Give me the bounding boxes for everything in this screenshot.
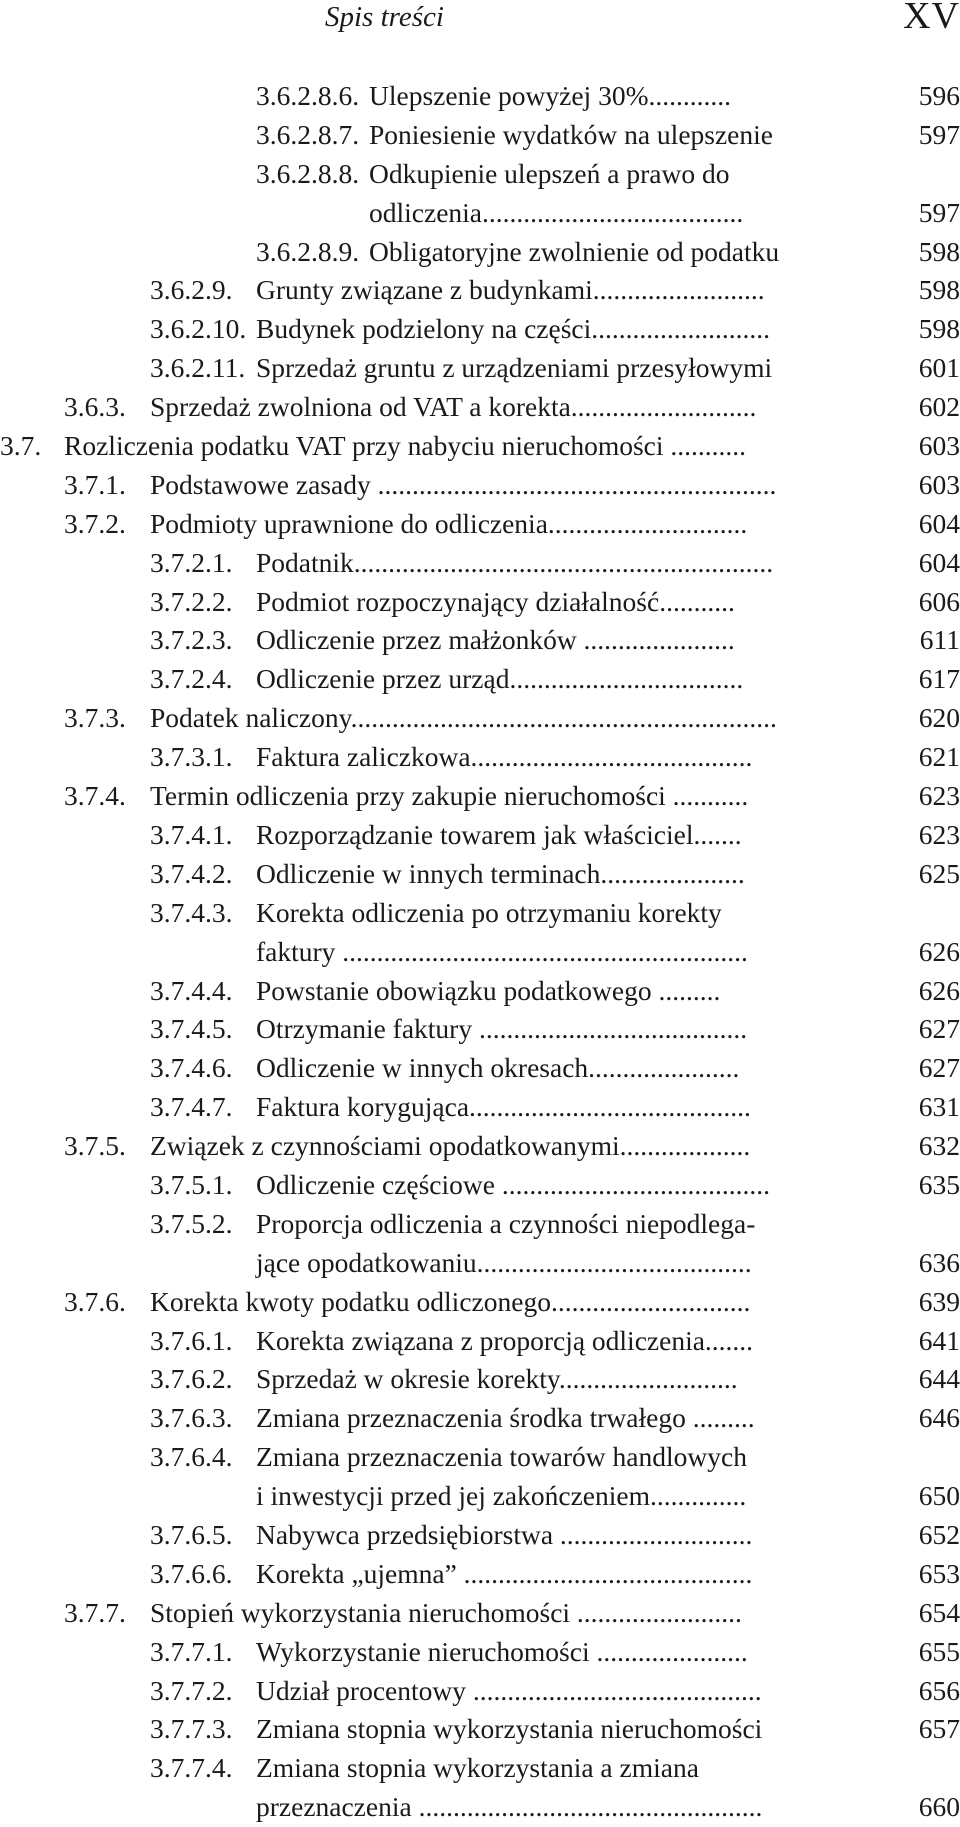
page-ref: 653 [918, 1557, 960, 1589]
section-number: 3.7.4.5. [150, 1013, 233, 1045]
section-number: 3.7.4.1. [150, 818, 233, 850]
section-title: Faktura zaliczkowa......................................... [256, 741, 753, 773]
toc-entry[interactable] [0, 1127, 960, 1166]
page-ref: 626 [918, 974, 960, 1006]
section-title-line: przeznaczenia .................................................. [256, 1791, 763, 1823]
section-title: Nabywca przedsiębiorstwa ............................ [256, 1519, 753, 1551]
section-title: Korekta kwoty podatku odliczonego............................. [150, 1285, 751, 1317]
toc-entry[interactable] [0, 1399, 960, 1438]
toc-entry[interactable] [0, 271, 960, 310]
section-title: Związek z czynnościami opodatkowanymi................... [150, 1130, 751, 1162]
section-number: 3.7.3.1. [150, 741, 233, 773]
toc-entry[interactable] [0, 1088, 960, 1127]
section-title: Sprzedaż w okresie korekty.......................... [256, 1363, 738, 1395]
section-number: 3.7.2.1. [150, 546, 233, 578]
roman-page-number: XV [903, 0, 960, 37]
page-ref: 656 [918, 1674, 960, 1706]
toc-entry[interactable] [0, 77, 960, 116]
section-number: 3.6.2.11. [150, 352, 246, 384]
section-title: Poniesienie wydatków na ulepszenie [369, 118, 773, 150]
section-number: 3.6.2.8.6. [256, 80, 360, 111]
section-title: Odliczenie częściowe ....................................... [256, 1168, 770, 1200]
section-title: Grunty związane z budynkami......................... [256, 274, 765, 306]
toc-entry[interactable] [0, 1516, 960, 1555]
toc-entry[interactable] [0, 621, 960, 660]
section-title: Obligatoryjne zwolnienie od podatku [369, 235, 780, 267]
section-number: 3.7.4.3. [150, 896, 233, 928]
toc-entry[interactable] [0, 777, 960, 816]
toc-entry[interactable] [0, 1555, 960, 1594]
section-title: Podmioty uprawnione do odliczenia............................. [150, 507, 748, 539]
page-ref: 601 [918, 352, 960, 384]
page-ref: 611 [919, 624, 960, 656]
page-ref: 650 [918, 1480, 960, 1512]
page-ref: 623 [918, 780, 960, 812]
toc-entry[interactable] [0, 1710, 960, 1749]
section-title: Sprzedaż zwolniona od VAT a korekta........................... [150, 391, 757, 423]
page-ref: 620 [918, 702, 960, 734]
section-title: Podstawowe zasady .......................................................... [150, 468, 777, 500]
section-number: 3.7.7.3. [150, 1713, 233, 1745]
section-title: Korekta związana z proporcją odliczenia....... [256, 1324, 754, 1356]
page-ref: 597 [918, 118, 960, 150]
section-title [256, 1749, 762, 1827]
section-title-line: faktury ........................................................... [256, 935, 748, 967]
section-number: 3.7.6. [64, 1285, 126, 1317]
section-number: 3.7.5.1. [150, 1168, 233, 1200]
section-title: Powstanie obowiązku podatkowego ......... [256, 974, 721, 1006]
page-ref: 625 [918, 857, 960, 889]
section-number: 3.7.2.3. [150, 624, 233, 656]
section-number: 3.7.7.4. [150, 1752, 233, 1784]
section-number: 3.7.3. [64, 702, 126, 734]
section-number: 3.7.4.2. [150, 857, 233, 889]
section-number: 3.7.2. [64, 507, 126, 539]
page-ref: 655 [918, 1635, 960, 1667]
section-title-line: Zmiana przeznaczenia towarów handlowych [256, 1441, 747, 1473]
section-title-line: i inwestycji przed jej zakończeniem.............. [256, 1480, 747, 1512]
toc-entry[interactable] [0, 310, 960, 349]
page-ref: 598 [918, 274, 960, 306]
page-ref: 604 [918, 546, 960, 578]
section-number: 3.7.4. [64, 780, 126, 812]
section-title: Ulepszenie powyżej 30%............ [369, 80, 731, 111]
toc-entry[interactable] [0, 466, 960, 505]
section-title-line: Korekta odliczenia po otrzymaniu korekty [256, 896, 722, 928]
section-title: Zmiana stopnia wykorzystania nieruchomości [256, 1713, 763, 1745]
section-number: 3.7.6.6. [150, 1557, 233, 1589]
section-title: Otrzymanie faktury ....................................... [256, 1013, 748, 1045]
section-title: Udział procentowy .......................................... [256, 1674, 762, 1706]
section-title: Stopień wykorzystania nieruchomości ........................ [150, 1596, 742, 1628]
page-ref: 598 [918, 235, 960, 267]
section-title: Termin odliczenia przy zakupie nieruchomości ........... [150, 780, 749, 812]
section-number: 3.7.7.2. [150, 1674, 233, 1706]
toc-entry[interactable] [0, 116, 960, 155]
section-title-line: Odkupienie ulepszeń a prawo do [369, 157, 730, 189]
toc-entry[interactable] [0, 349, 960, 388]
section-title [256, 894, 748, 972]
section-title-line: Proporcja odliczenia a czynności niepodlega- [256, 1207, 756, 1239]
page-ref: 657 [918, 1713, 960, 1745]
page-ref: 654 [918, 1596, 960, 1628]
toc-entry[interactable] [0, 233, 960, 272]
section-title-line: Zmiana stopnia wykorzystania a zmiana [256, 1752, 699, 1784]
toc-entry[interactable] [0, 427, 960, 466]
section-number: 3.6.2.9. [150, 274, 233, 306]
toc-entry[interactable] [0, 1594, 960, 1633]
toc-entry[interactable] [0, 855, 960, 894]
section-title: Wykorzystanie nieruchomości ...................... [256, 1635, 748, 1667]
section-title: Korekta „ujemna” .......................................... [256, 1557, 753, 1589]
section-title: Zmiana przeznaczenia środka trwałego ......... [256, 1402, 755, 1434]
page-ref: 596 [918, 80, 960, 111]
section-title: Rozliczenia podatku VAT przy nabyciu nieruchomości ........... [64, 430, 747, 462]
page-ref: 626 [918, 935, 960, 967]
section-number: 3.7.7.1. [150, 1635, 233, 1667]
page-ref: 632 [918, 1130, 960, 1162]
section-title: Odliczenie w innych okresach...................... [256, 1052, 740, 1084]
section-number: 3.7. [0, 430, 42, 462]
toc-entry[interactable] [0, 699, 960, 738]
section-number: 3.7.7. [64, 1596, 126, 1628]
page-ref: 627 [918, 1013, 960, 1045]
toc-entry[interactable] [0, 505, 960, 544]
toc-entry[interactable] [0, 1283, 960, 1322]
page-ref: 660 [918, 1791, 960, 1823]
toc-entry[interactable] [0, 1438, 960, 1516]
section-number: 3.7.2.4. [150, 663, 233, 695]
section-title [256, 1438, 747, 1516]
toc-entry[interactable] [0, 1360, 960, 1399]
section-title-line: jące opodatkowaniu........................................ [256, 1246, 752, 1278]
section-number: 3.6.3. [64, 391, 126, 423]
section-number: 3.7.5.2. [150, 1207, 233, 1239]
section-number: 3.7.6.3. [150, 1402, 233, 1434]
section-number: 3.7.6.5. [150, 1519, 233, 1551]
section-number: 3.7.4.4. [150, 974, 233, 1006]
toc-entry[interactable] [0, 1633, 960, 1672]
page-ref: 623 [918, 818, 960, 850]
section-number: 3.7.4.6. [150, 1052, 233, 1084]
section-title: Odliczenie przez małżonków ...................... [256, 624, 735, 656]
toc-entry[interactable] [0, 1010, 960, 1049]
section-number: 3.6.2.8.8. [256, 157, 360, 189]
toc-entry[interactable] [0, 816, 960, 855]
page-ref: 617 [918, 663, 960, 695]
section-number: 3.6.2.8.7. [256, 118, 360, 150]
section-title-line: odliczenia...................................... [369, 196, 744, 228]
page-ref: 602 [918, 391, 960, 423]
toc-entry[interactable] [0, 155, 960, 233]
section-title [256, 1205, 755, 1283]
section-title [369, 155, 743, 233]
section-title: Podatnik............................................................. [256, 546, 774, 578]
running-title: Spis treści [325, 1, 444, 33]
page-ref: 606 [918, 585, 960, 617]
toc-entry[interactable] [0, 894, 960, 972]
table-of-contents [0, 77, 960, 1827]
toc-entry[interactable] [0, 1166, 960, 1205]
section-title: Rozporządzanie towarem jak właściciel....... [256, 818, 742, 850]
page-ref: 635 [918, 1168, 960, 1200]
page-ref: 603 [918, 430, 960, 462]
page-ref: 652 [918, 1519, 960, 1551]
page-ref: 597 [918, 196, 960, 228]
page-ref: 641 [918, 1324, 960, 1356]
page-ref: 604 [918, 507, 960, 539]
section-title: Odliczenie przez urząd.................................. [256, 663, 744, 695]
page-ref: 644 [918, 1363, 960, 1395]
toc-entry[interactable] [0, 1205, 960, 1283]
toc-entry[interactable] [0, 388, 960, 427]
toc-entry[interactable] [0, 972, 960, 1011]
section-title: Podmiot rozpoczynający działalność........... [256, 585, 735, 617]
toc-entry[interactable] [0, 1749, 960, 1827]
section-number: 3.7.4.7. [150, 1091, 233, 1123]
page-header [0, 0, 960, 60]
section-number: 3.7.5. [64, 1130, 126, 1162]
page-ref: 627 [918, 1052, 960, 1084]
section-number: 3.6.2.10. [150, 313, 247, 345]
section-title: Sprzedaż gruntu z urządzeniami przesyłowymi [256, 352, 773, 384]
section-number: 3.7.2.2. [150, 585, 233, 617]
page-ref: 621 [918, 741, 960, 773]
page-ref: 603 [918, 468, 960, 500]
toc-entry[interactable] [0, 583, 960, 622]
toc-entry[interactable] [0, 1049, 960, 1088]
page-ref: 598 [918, 313, 960, 345]
toc-entry[interactable] [0, 1322, 960, 1361]
section-number: 3.6.2.8.9. [256, 235, 360, 267]
toc-entry[interactable] [0, 544, 960, 583]
section-number: 3.7.6.4. [150, 1441, 233, 1473]
toc-entry[interactable] [0, 738, 960, 777]
toc-entry[interactable] [0, 1672, 960, 1711]
section-title: Podatek naliczony.............................................................. [150, 702, 777, 734]
section-title: Faktura korygująca......................................... [256, 1091, 751, 1123]
section-title: Budynek podzielony na części.......................... [256, 313, 770, 345]
page-ref: 636 [918, 1246, 960, 1278]
page-ref: 646 [918, 1402, 960, 1434]
section-number: 3.7.6.2. [150, 1363, 233, 1395]
section-number: 3.7.1. [64, 468, 126, 500]
page-ref: 631 [918, 1091, 960, 1123]
section-number: 3.7.6.1. [150, 1324, 233, 1356]
toc-entry[interactable] [0, 660, 960, 699]
section-title: Odliczenie w innych terminach..................... [256, 857, 745, 889]
page-ref: 639 [918, 1285, 960, 1317]
